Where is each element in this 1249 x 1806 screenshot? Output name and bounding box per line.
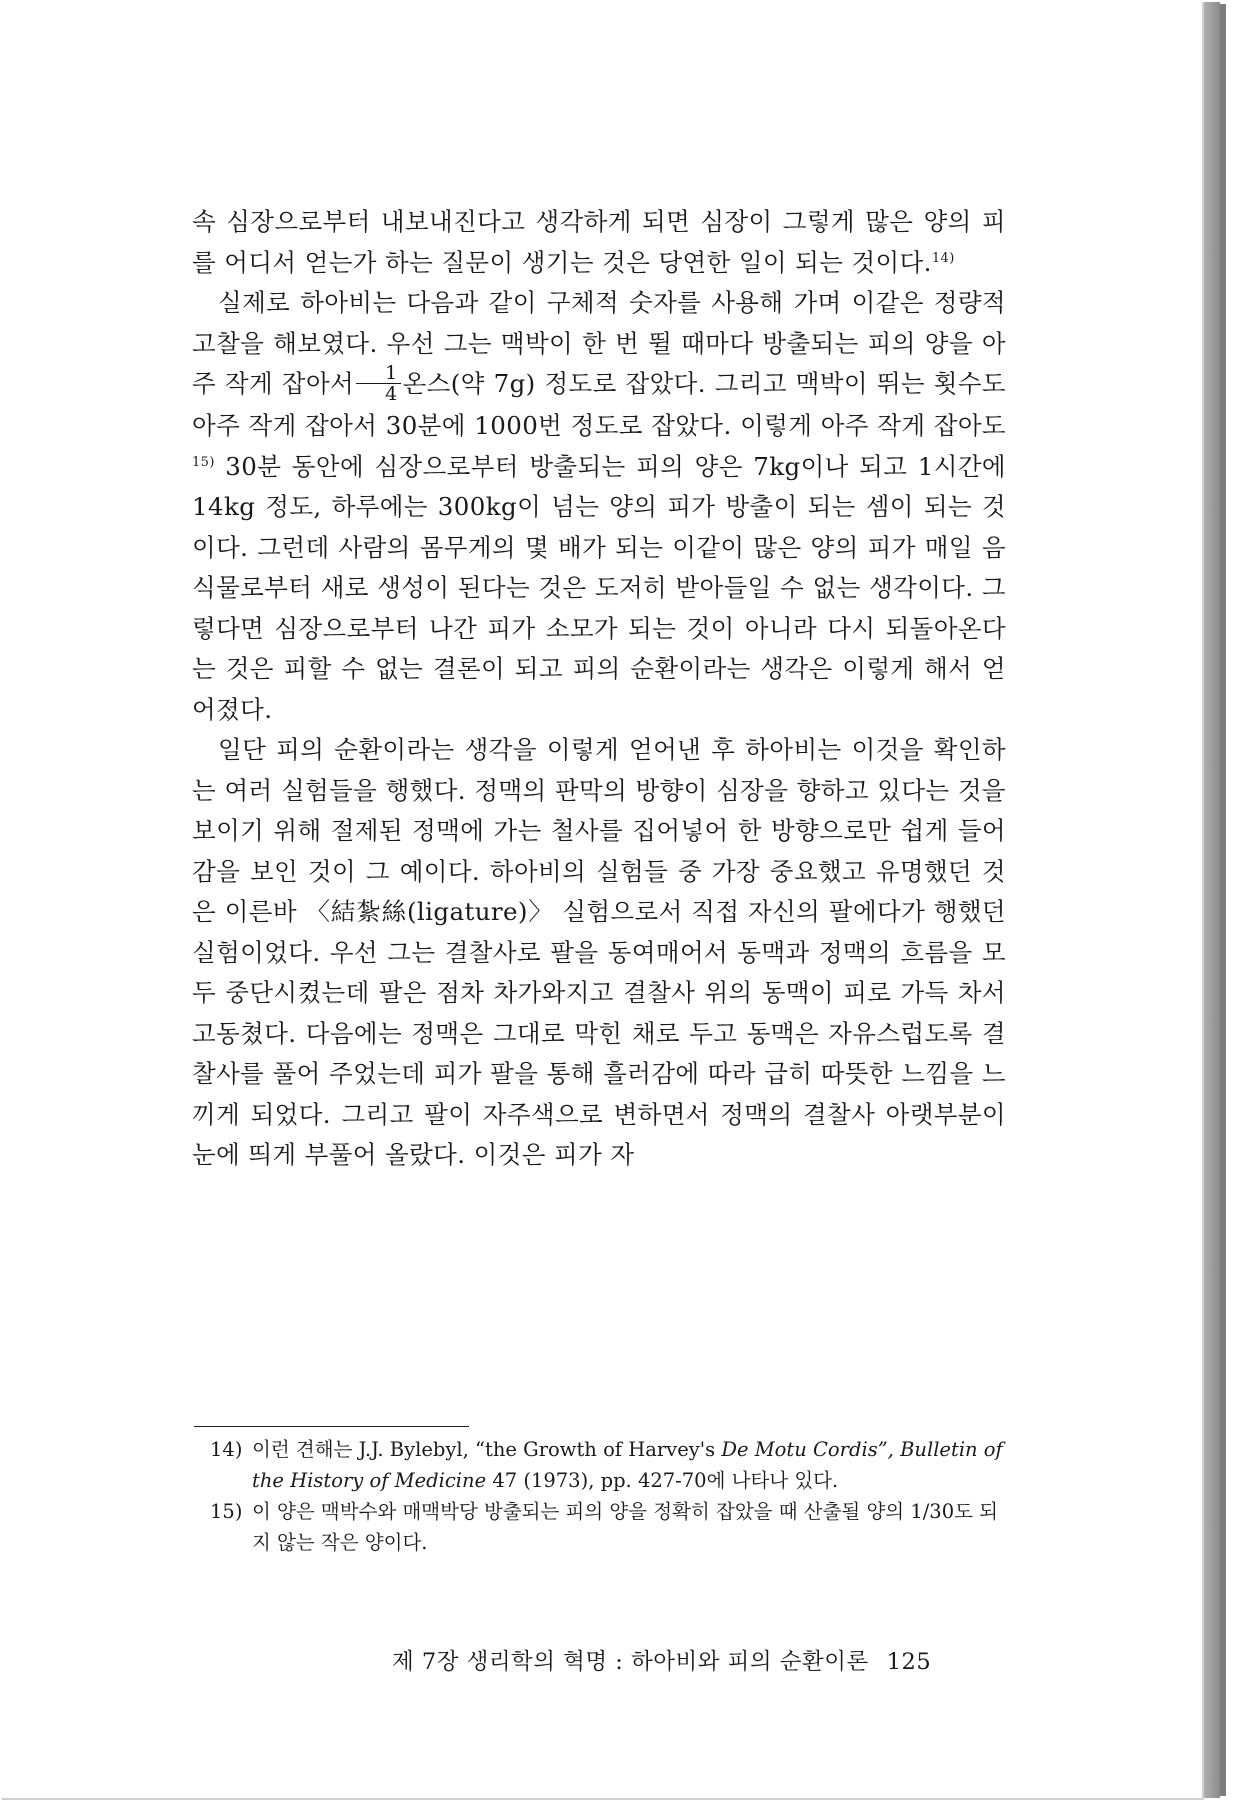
- footnote-divider: [194, 1426, 469, 1427]
- paragraph-1: [192, 202, 1006, 283]
- paragraph-1-text: 속 심장으로부터 내보내진다고 생각하게 되면 심장이 그렇게 많은 양의 피를 어디서 얻는가 하는 질문이 생기는 것은 당연한 일이 되는 것이다.: [192, 207, 1006, 277]
- paragraph-3-text: 일단 피의 순환이라는 생각을 이렇게 얻어낸 후 하아비는 이것을 확인하는 여러 실험들을 행했다. 정맥의 판막의 방향이 심장을 향하고 있다는 것을 보이기 위해 절제된 정맥에 가는 철사를 집어넣어 한 방향으로만 쉽게 들어감을 보인 것이 그 예이다. 하아비의 실험들 중 가장 중요했고 유명했던 것은 이른바 〈結紮絲(ligature)〉 실험으로서 직접 자신의 팔에다가 행했던 실험이었다. 우선 그는 결찰사로 팔을 동여매어서 동맥과 정맥의 흐름을 모두 중단시켰는데 팔은 점차 차가와지고 결찰사 위의 동맥이 피로 가득 차서 고동쳤다. 다음에는 정맥은 그대로 막힌 채로 두고 동맥은 자유스럽도록 결찰사를 풀어 주었는데 피가 팔을 통해 흘러감에 따라 급히 따뜻한 느낌을 느끼게 되었다. 그리고 팔이 자주색으로 변하면서 정맥의 결찰사 아랫부분이 눈에 띄게 부풀어 올랐다. 이것은 피가 자: [192, 735, 1006, 1169]
- footnotes: [196, 1434, 1008, 1558]
- paragraph-2: [192, 283, 1006, 730]
- body-text: [192, 202, 1006, 1176]
- page-number: 125: [886, 1649, 932, 1675]
- running-footer: [392, 1647, 992, 1677]
- footnote-number: 15): [210, 1500, 243, 1523]
- running-title: 제 7장 생리학의 혁명 : 하아비와 피의 순환이론: [392, 1649, 869, 1675]
- footnote-15: [196, 1496, 1008, 1558]
- footnote-ref-14: 14): [931, 250, 955, 266]
- paragraph-2-text-c: 30분 동안에 심장으로부터 방출되는 피의 양은 7kg이나 되고 1시간에 14kg 정도, 하루에는 300kg이 넘는 양의 피가 방출이 되는 셈이 되는 것이다. 그런데 사람의 몸무게의 몇 배가 되는 이같이 많은 양의 피가 매일 음식물로부터 새로 생성이 된다는 것은 도저히 받아들일 수 없는 생각이다. 그렇다면 심장으로부터 나간 피가 소모가 되는 것이 아니라 다시 되돌아온다는 것은 피할 수 없는 결론이 되고 피의 순환이라는 생각은 이렇게 해서 얻어졌다.: [192, 451, 1006, 724]
- footnote-ref-15: 15): [192, 454, 215, 470]
- fraction-denominator: 4: [385, 383, 398, 405]
- fraction-numerator: 1: [356, 363, 401, 384]
- footnote-text: 이 양은 맥박수와 매맥박당 방출되는 피의 양을 정확히 잡았을 때 산출될 양의 1/30도 되지 않는 작은 양이다.: [252, 1500, 998, 1554]
- fraction-quarter: [356, 363, 401, 404]
- footnote-14: [196, 1434, 1008, 1496]
- footnote-italic-title: De Motu Cordis”, Bulletin of the History of Medicine: [252, 1438, 1003, 1492]
- footnote-text: 이런 견해는 J.J. Bylebyl, “the Growth of Harvey's: [252, 1438, 722, 1461]
- paragraph-2-text-a: 실제로 하아비는 다음과 같이 구체적 숫자를 사용해 가며 이같은 정량적 고찰을 해보였다. 우선 그는 맥박이 한 번 뛸 때마다 방출되는 피의 양을 아주 작게 잡아서: [192, 288, 1006, 398]
- paragraph-3: [192, 730, 1006, 1176]
- footnote-number: 14): [210, 1438, 243, 1461]
- footnote-text-end: 47 (1973), pp. 427-70에 나타나 있다.: [486, 1469, 839, 1492]
- paragraph-2-text-b: 온스(약 7g) 정도로 잡았다. 그리고 맥박이 뛰는 횟수도 아주 작게 잡아서 30분에 1000번 정도로 잡았다. 이렇게 아주 작게 잡아도: [192, 369, 1006, 440]
